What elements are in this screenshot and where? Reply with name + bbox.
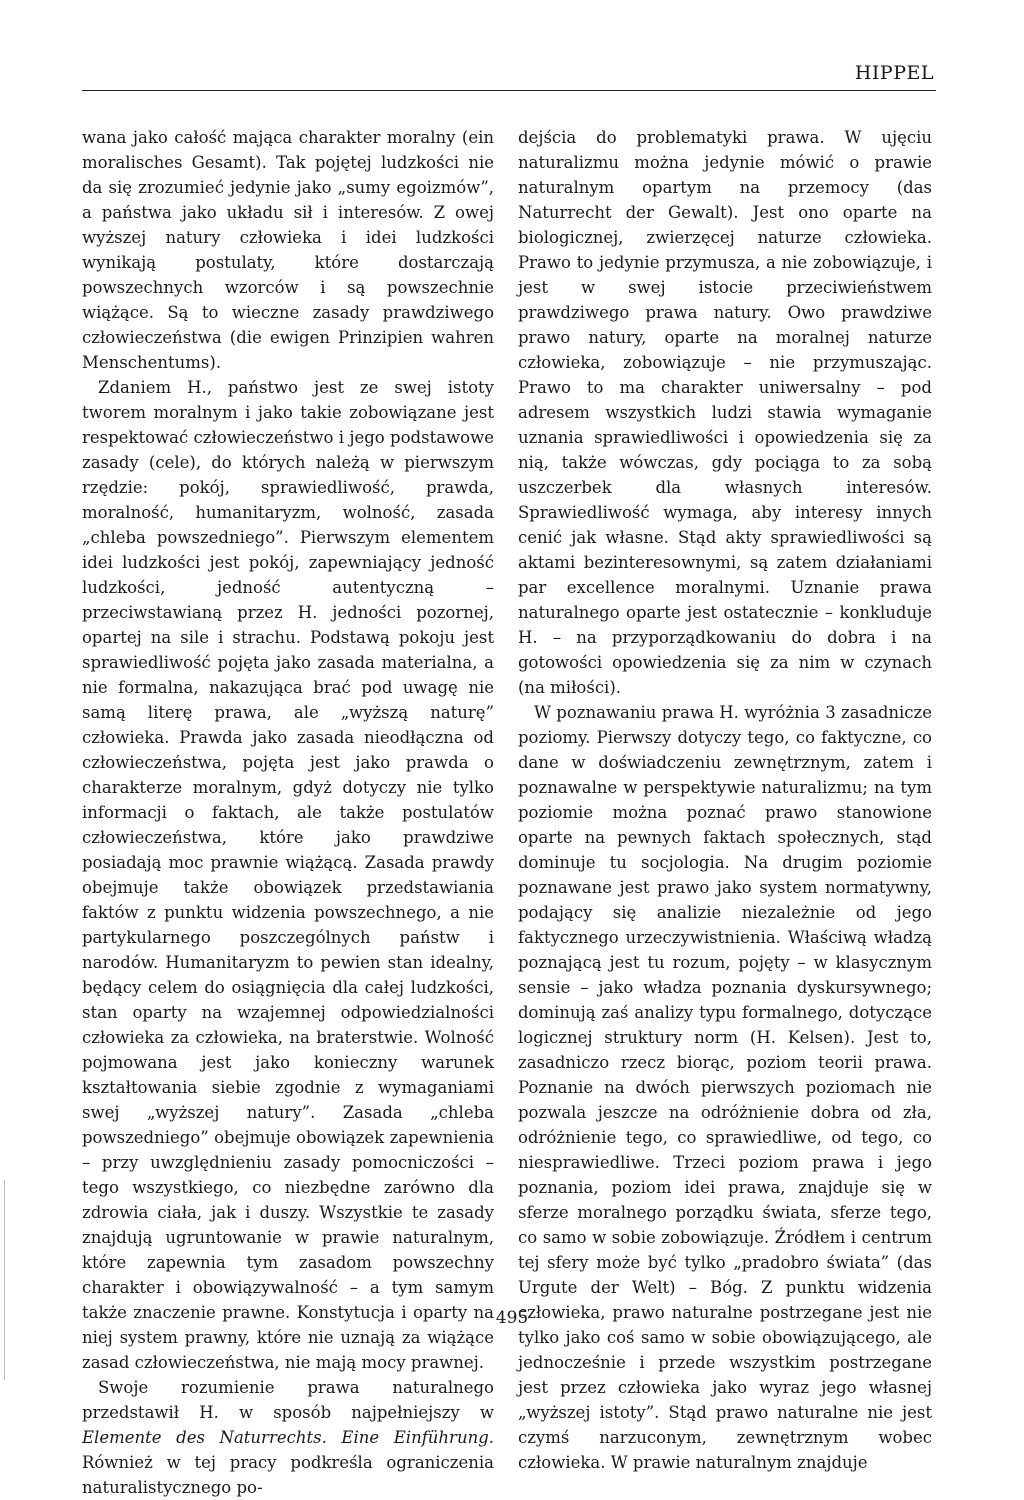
paragraph-text: Swoje rozumienie prawa naturalnego przedstawił H. w sposób najpełniejszy w [82, 1378, 494, 1422]
paragraph-text: Również w tej pracy podkreśla ograniczenia naturalistycznego po- [82, 1453, 494, 1497]
paragraph: Zdaniem H., państwo jest ze swej istoty tworem moralnym i jako takie zobowiązane jest respektować człowieczeństwo i jego podstawowe zasady (cele), do których należą w pierwszym rzędzie: pokój, sprawiedliwość, prawda, moralność, humanitaryzm, wolność, zasada „chleba powszedniego”. Pierwszym elementem idei ludzkości jest pokój, zapewniający jedność ludzkości, jedność autentyczną – przeciwstawianą przez H. jedności pozornej, opartej na sile i strachu. Podstawą pokoju jest sprawiedliwość pojęta jako zasada materialna, a nie formalna, nakazująca brać pod uwagę nie samą literę prawa, ale „wyższą naturę” człowieka. Prawda jako zasada nieodłączna od człowieczeństwa, pojęta jest jako prawda o charakterze moralnym, gdyż dotyczy nie tylko informacji o faktach, ale także postulatów człowieczeństwa, które jako prawdziwe posiadają moc prawnie wiążącą. Zasada prawdy obejmuje także obowiązek przedstawiania faktów z punktu widzenia powszechnego, a nie partykularnego poszczególnych państw i narodów. Humanitaryzm to pewien stan idealny, będący celem do osiągnięcia dla całej ludzkości, stan oparty na wzajemnej odpowiedzialności człowieka za człowieka, na braterstwie. Wolność pojmowana jest jako konieczny warunek kształtowania siebie zgodnie z wymaganiami swej „wyższej natury”. Zasada „chleba powszedniego” obejmuje obowiązek zapewnienia – przy uwzględnieniu zasady pomocniczości – tego wszystkiego, co niezbędne zarówno dla zdrowia ciała, jak i duszy. Wszystkie te zasady znajdują ugruntowanie w prawie naturalnym, które zapewnia tym zasadom powszechny charakter i obowiązywalność – a tym samym także znaczenie prawne. Konstytucja i oparty na niej system prawny, które nie uznają za wiążące zasad człowieczeństwa, nie mają mocy prawnej. [82, 378, 494, 1372]
paragraph: W poznawaniu prawa H. wyróżnia 3 zasadnicze poziomy. Pierwszy dotyczy tego, co faktyczne, co dane w doświadczeniu zewnętrznym, zatem i poznawalne w perspektywie naturalizmu; na tym poziomie można poznać prawo stanowione oparte na pewnych faktach społecznych, stąd dominuje tu socjologia. Na drugim poziomie poznawane jest prawo jako system normatywny, podający się analizie niezależnie od jego faktycznego urzeczywistnienia. Właściwą władzą poznającą jest tu rozum, pojęty – w klasycznym sensie – jako władza poznania dyskursywnego; dominują zaś analizy typu formalnego, dotyczące logicznej struktury norm (H. Kelsen). Jest to, zasadniczo rzecz biorąc, poziom teorii prawa. Poznanie na dwóch pierwszych poziomach nie pozwala jeszcze na odróżnienie dobra od zła, odróżnienie tego, co sprawiedliwe, od tego, co niesprawiedliwe. Trzeci poziom prawa i jego poznania, poziom idei prawa, znajduje się w sferze moralnego porządku świata, sferze tego, co samo w sobie zobowiązuje. Źródłem i centrum tej sfery może być tylko „pradobro świata” (das Urgute der Welt) – Bóg. Z punktu widzenia człowieka, prawo naturalne postrzegane jest nie tylko jako coś samo w sobie obowiązującego, ale jednocześnie i przede wszystkim postrzegane jest przez człowieka jako wyraz jego własnej „wyższej istoty”. Stąd prawo naturalne nie jest czymś narzuconym, zewnętrznym wobec człowieka. W prawie naturalnym znajduje [518, 703, 932, 1472]
left-column [82, 125, 494, 1500]
paragraph-with-title [82, 1375, 494, 1500]
running-head-title: HIPPEL [854, 62, 934, 84]
book-title: Elemente des Naturrechts. Eine Einführung. [82, 1428, 494, 1447]
running-header [0, 0, 1024, 100]
paragraph: dejścia do problematyki prawa. W ujęciu naturalizmu można jedynie mówić o prawie naturalnym opartym na przemocy (das Naturrecht der Gewalt). Jest ono oparte na biologicznej, zwierzęcej naturze człowieka. Prawo to jedynie przymusza, a nie zobowiązuje, i jest w swej istocie przeciwieństwem prawdziwego prawa natury. Owo prawdziwe prawo natury, oparte na moralnej naturze człowieka, zobowiązuje – nie przymuszając. Prawo to ma charakter uniwersalny – pod adresem wszystkich ludzi stawia wymaganie uznania sprawiedliwości i opowiedzenia się za nią, także wówczas, gdy pociąga to za sobą uszczerbek dla własnych interesów. Sprawiedliwość wymaga, aby interesy innych cenić jak własne. Stąd akty sprawiedliwości są aktami bezinteresownymi, są zatem działaniami par excellence moralnymi. Uznanie prawa naturalnego oparte jest ostatecznie – konkluduje H. – na przyporządkowaniu do dobra i na gotowości opowiedzenia się za nim w czynach (na miłości). [518, 128, 932, 697]
header-rule [82, 90, 936, 91]
binding-edge-line [4, 1180, 5, 1380]
right-column [518, 125, 932, 1475]
paragraph: wana jako całość mająca charakter moralny (ein moralisches Gesamt). Tak pojętej ludzkości nie da się zrozumieć jedynie jako „sumy egoizmów”, a państwa jako układu sił i interesów. Z owej wyższej natury człowieka i idei ludzkości wynikają postulaty, które dostarczają powszechnych wzorców i są powszechnie wiążące. Są to wieczne zasady prawdziwego człowieczeństwa (die ewigen Prinzipien wahren Menschentums). [82, 128, 494, 372]
page-number: 495 [495, 1308, 529, 1328]
